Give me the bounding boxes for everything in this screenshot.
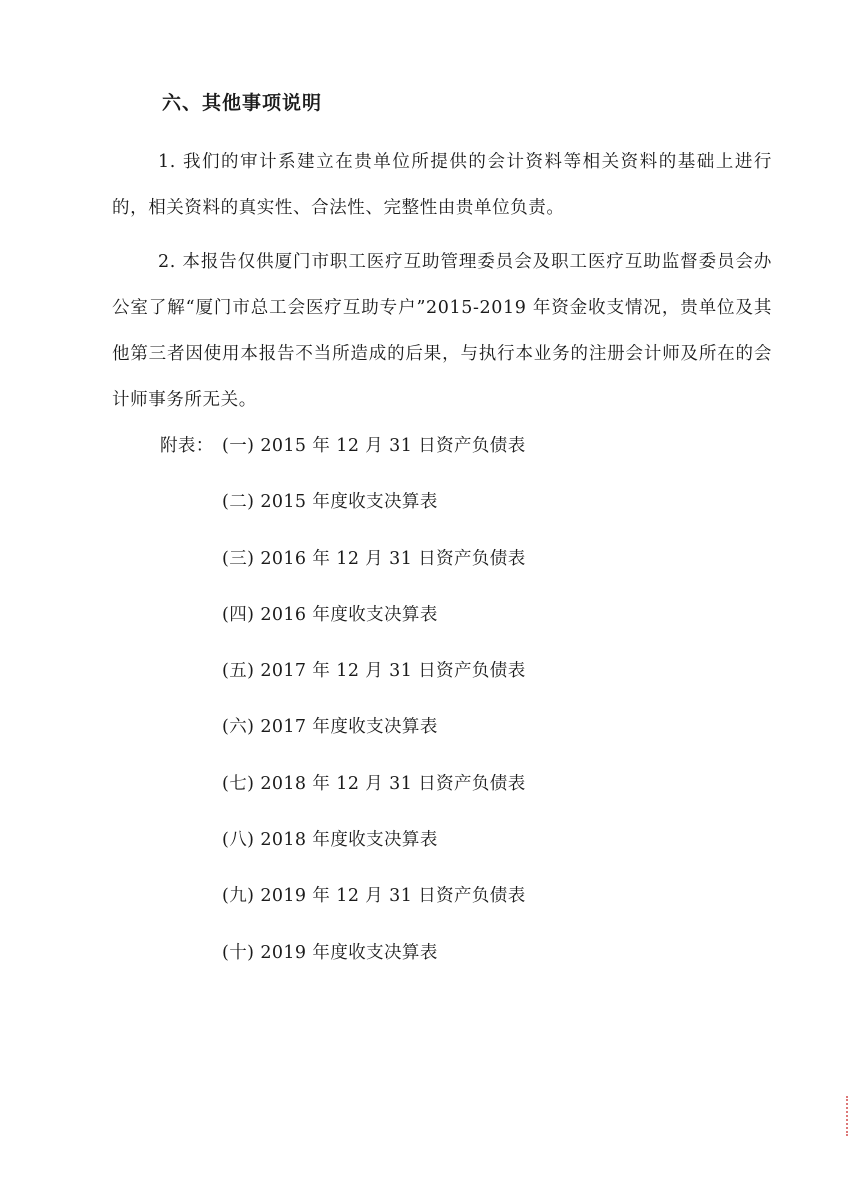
- seal-edge-mark: [840, 1096, 848, 1136]
- appendix-item: (六) 2017 年度收支决算表: [222, 717, 438, 738]
- appendix-item: (八) 2018 年度收支决算表: [222, 830, 438, 851]
- appendix-item: (四) 2016 年度收支决算表: [222, 604, 438, 625]
- appendix-item: (七) 2018 年 12 月 31 日资产负债表: [222, 773, 526, 794]
- appendix-item: (二) 2015 年度收支决算表: [222, 492, 438, 513]
- appendix-row: [160, 653, 526, 709]
- appendix-row: [160, 484, 526, 540]
- appendix-row: [160, 935, 526, 991]
- section-heading: 六、其他事项说明: [162, 92, 323, 114]
- paragraph-report-usage: 2. 本报告仅供厦门市职工医疗互助管理委员会及职工医疗互助监督委员会办公室了解“厦门市总工会医疗互助专户”2015-2019 年资金收支情况，贵单位及其他第三者因使用本报告不当所造成的后果，与执行本业务的注册会计师及所在的会计师事务所无关。: [112, 252, 772, 410]
- appendix-row: [160, 428, 526, 484]
- appendix-item: (九) 2019 年 12 月 31 日资产负债表: [222, 886, 526, 907]
- appendix-row: [160, 541, 526, 597]
- appendix-row: [160, 822, 526, 878]
- appendix-item: (五) 2017 年 12 月 31 日资产负债表: [222, 661, 526, 682]
- appendix-item: (三) 2016 年 12 月 31 日资产负债表: [222, 548, 526, 569]
- appendix-label: 附表：: [160, 436, 214, 456]
- appendix-row: [160, 766, 526, 822]
- appendix-row: [160, 709, 526, 765]
- appendix-row: [160, 878, 526, 934]
- appendix-item: (十) 2019 年度收支决算表: [222, 942, 438, 963]
- appendix-item: (一) 2015 年 12 月 31 日资产负债表: [222, 436, 526, 456]
- paragraph-audit-basis: 1. 我们的审计系建立在贵单位所提供的会计资料等相关资料的基础上进行的，相关资料的真实性、合法性、完整性由贵单位负责。: [112, 152, 772, 218]
- appendix-row: [160, 597, 526, 653]
- appendix-list: [160, 428, 526, 991]
